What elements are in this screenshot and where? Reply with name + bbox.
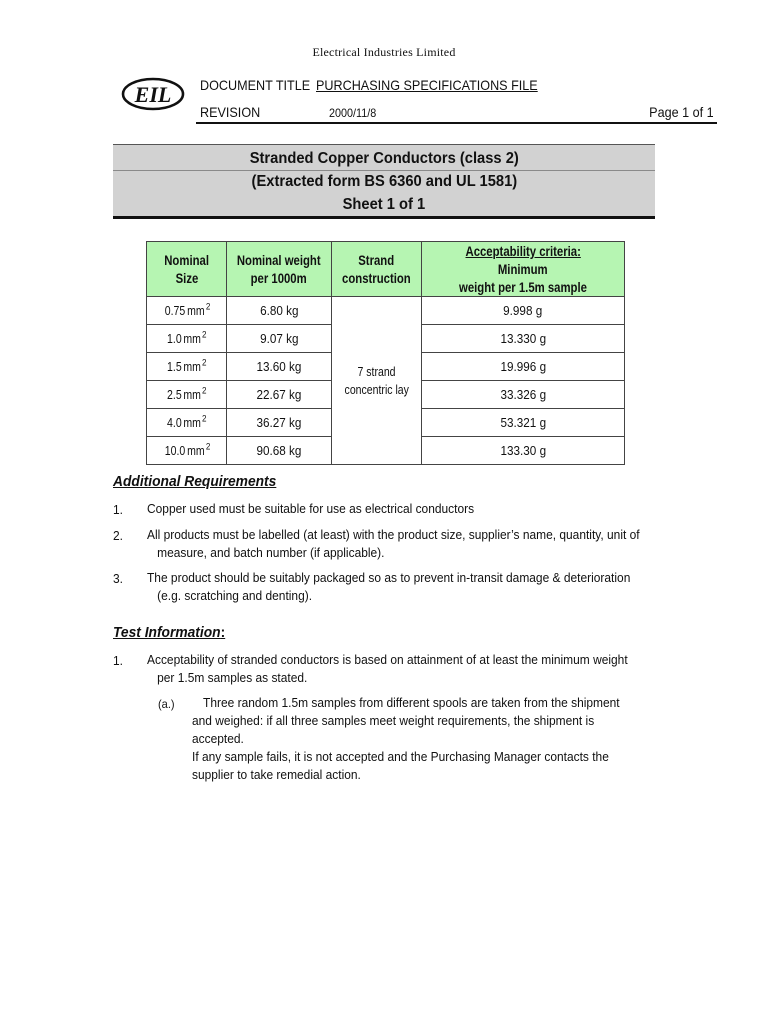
header-strand-construction: Strand construction — [332, 242, 422, 297]
cell-size: $0.75mm^2$ — [147, 297, 227, 325]
title-line-1: Stranded Copper Conductors (class 2) — [249, 150, 519, 167]
cell-weight: 6.80 kg — [227, 297, 332, 325]
document-title-value[interactable]: PURCHASING SPECIFICATIONS FILE — [316, 77, 538, 93]
document-title-label: DOCUMENT TITLE — [200, 77, 311, 93]
header-acceptability-criteria: Acceptability criteria:Minimum weight per 1.5m sample — [422, 242, 625, 297]
test-information-heading: Test Information: — [113, 624, 226, 641]
company-name: Electrical Industries Limited — [312, 45, 456, 59]
revision-label: REVISION — [200, 104, 261, 120]
cell-size: $2.5mm^2$ — [147, 381, 227, 409]
cell-criteria: 133.30 g — [422, 437, 625, 465]
cell-size: $1.0mm^2$ — [147, 325, 227, 353]
page-indicator: Page 1 of 1 — [649, 104, 714, 120]
conductor-spec-table — [146, 241, 625, 465]
list-item: Copper used must be suitable for use as electrical conductors — [147, 501, 475, 516]
cell-criteria: 53.321 g — [422, 409, 625, 437]
title-band — [113, 144, 655, 219]
revision-value: 2000/11/8 — [329, 106, 377, 120]
header-nominal-size: Nominal Size — [147, 242, 227, 297]
list-number: 1. — [113, 502, 123, 517]
title-line-3: Sheet 1 of 1 — [342, 196, 426, 213]
cell-weight: 22.67 kg — [227, 381, 332, 409]
cell-size: $1.5mm^2$ — [147, 353, 227, 381]
cell-weight: 9.07 kg — [227, 325, 332, 353]
cell-criteria: 33.326 g — [422, 381, 625, 409]
cell-size: $10.0mm^2$ — [147, 437, 227, 465]
cell-criteria: 13.330 g — [422, 325, 625, 353]
header-rule — [196, 122, 717, 124]
table-row — [147, 297, 625, 325]
header-nominal-weight: Nominal weight per 1000m — [227, 242, 332, 297]
list-number: 2. — [113, 528, 123, 543]
cell-strand-construction: 7 strand concentric lay — [332, 297, 422, 465]
cell-criteria: 9.998 g — [422, 297, 625, 325]
eil-logo — [120, 75, 186, 113]
sub-item-label: (a.) — [158, 697, 175, 711]
cell-weight: 13.60 kg — [227, 353, 332, 381]
cell-criteria: 19.996 g — [422, 353, 625, 381]
sub-item-text: Three random 1.5m samples from different spools are taken from the shipment and weighed: if all three samples meet weight requirements, the shipment is accepted. If any sample fails, it is not accepted and the Purchasing Manager contacts the supplier to take remedial action. — [192, 695, 620, 782]
title-line-2: (Extracted form BS 6360 and UL 1581) — [251, 173, 517, 190]
list-item: Acceptability of stranded conductors is based on attainment of at least the minimum weight per 1.5m samples as stated. — [147, 652, 628, 685]
cell-weight: 36.27 kg — [227, 409, 332, 437]
logo-text: EIL — [134, 82, 172, 107]
cell-size: $4.0mm^2$ — [147, 409, 227, 437]
list-item: All products must be labelled (at least) with the product size, supplier’s name, quantity, unit of measure, and batch number (if applicable). — [147, 527, 640, 560]
list-item: The product should be suitably packaged so as to prevent in-transit damage & deterioration (e.g. scratching and denting). — [147, 570, 631, 603]
additional-requirements-heading: Additional Requirements — [113, 473, 277, 490]
cell-weight: 90.68 kg — [227, 437, 332, 465]
list-number: 1. — [113, 653, 123, 668]
list-number: 3. — [113, 571, 123, 586]
